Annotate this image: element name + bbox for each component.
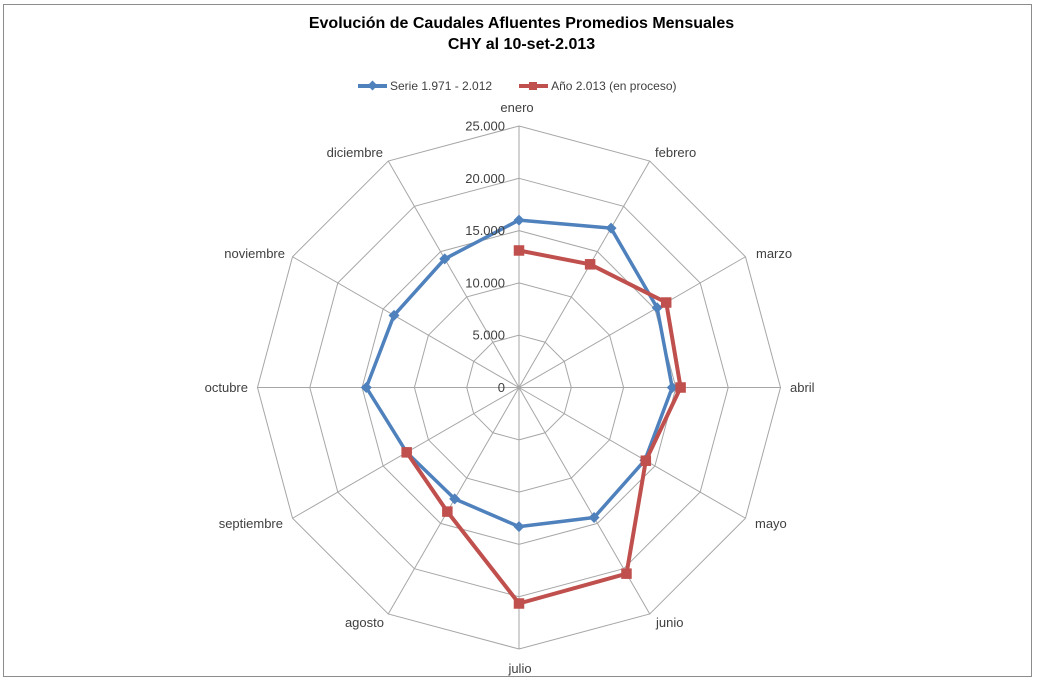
category-label-mayo: mayo — [755, 516, 787, 531]
category-label-junio: junio — [656, 615, 684, 630]
legend-label-anio-2013: Año 2.013 (en proceso) — [551, 78, 677, 93]
category-label-febrero: febrero — [655, 145, 697, 160]
category-label-abril: abril — [790, 380, 815, 395]
data-point-febrero-anio-2013 — [585, 259, 596, 270]
data-point-julio-serie-historica — [514, 521, 525, 532]
radial-tick-label-0: 0 — [497, 380, 505, 395]
axis-spoke — [519, 161, 650, 387]
radial-tick-label-20.000: 20.000 — [465, 170, 505, 186]
data-point-enero-anio-2013 — [514, 245, 525, 256]
category-label-enero: enero — [500, 100, 534, 115]
chart-title-line1: Evolución de Caudales Afluentes Promedios Mensuales — [308, 15, 735, 32]
data-point-abril-anio-2013 — [675, 382, 686, 393]
category-label-octubre: octubre — [204, 380, 248, 395]
radial-tick-label-5.000: 5.000 — [472, 327, 505, 343]
axis-spoke — [519, 388, 650, 614]
data-point-junio-anio-2013 — [621, 568, 632, 579]
data-point-marzo-anio-2013 — [661, 297, 672, 308]
axis-spoke — [388, 161, 519, 387]
category-label-julio: julio — [508, 661, 532, 676]
data-point-julio-anio-2013 — [514, 598, 525, 609]
category-label-noviembre: noviembre — [224, 246, 285, 261]
category-label-agosto: agosto — [344, 615, 384, 630]
axis-spoke — [519, 388, 745, 519]
data-point-agosto-anio-2013 — [442, 506, 453, 516]
data-point-mayo-anio-2013 — [641, 455, 652, 466]
series-line-anio-2013 — [407, 251, 681, 604]
radial-tick-label-10.000: 10.000 — [465, 275, 505, 291]
chart-title-line2: CHY al 10-set-2.013 — [447, 36, 596, 53]
category-label-marzo: marzo — [756, 246, 793, 261]
category-label-septiembre: septiembre — [218, 516, 283, 531]
data-point-septiembre-anio-2013 — [401, 447, 412, 458]
radial-tick-label-25.000: 25.000 — [465, 118, 505, 134]
category-label-diciembre: diciembre — [326, 145, 383, 160]
radial-tick-label-15.000: 15.000 — [465, 223, 505, 239]
legend-label-serie-historica: Serie 1.971 - 2.012 — [390, 78, 493, 93]
axis-spoke — [519, 257, 745, 388]
